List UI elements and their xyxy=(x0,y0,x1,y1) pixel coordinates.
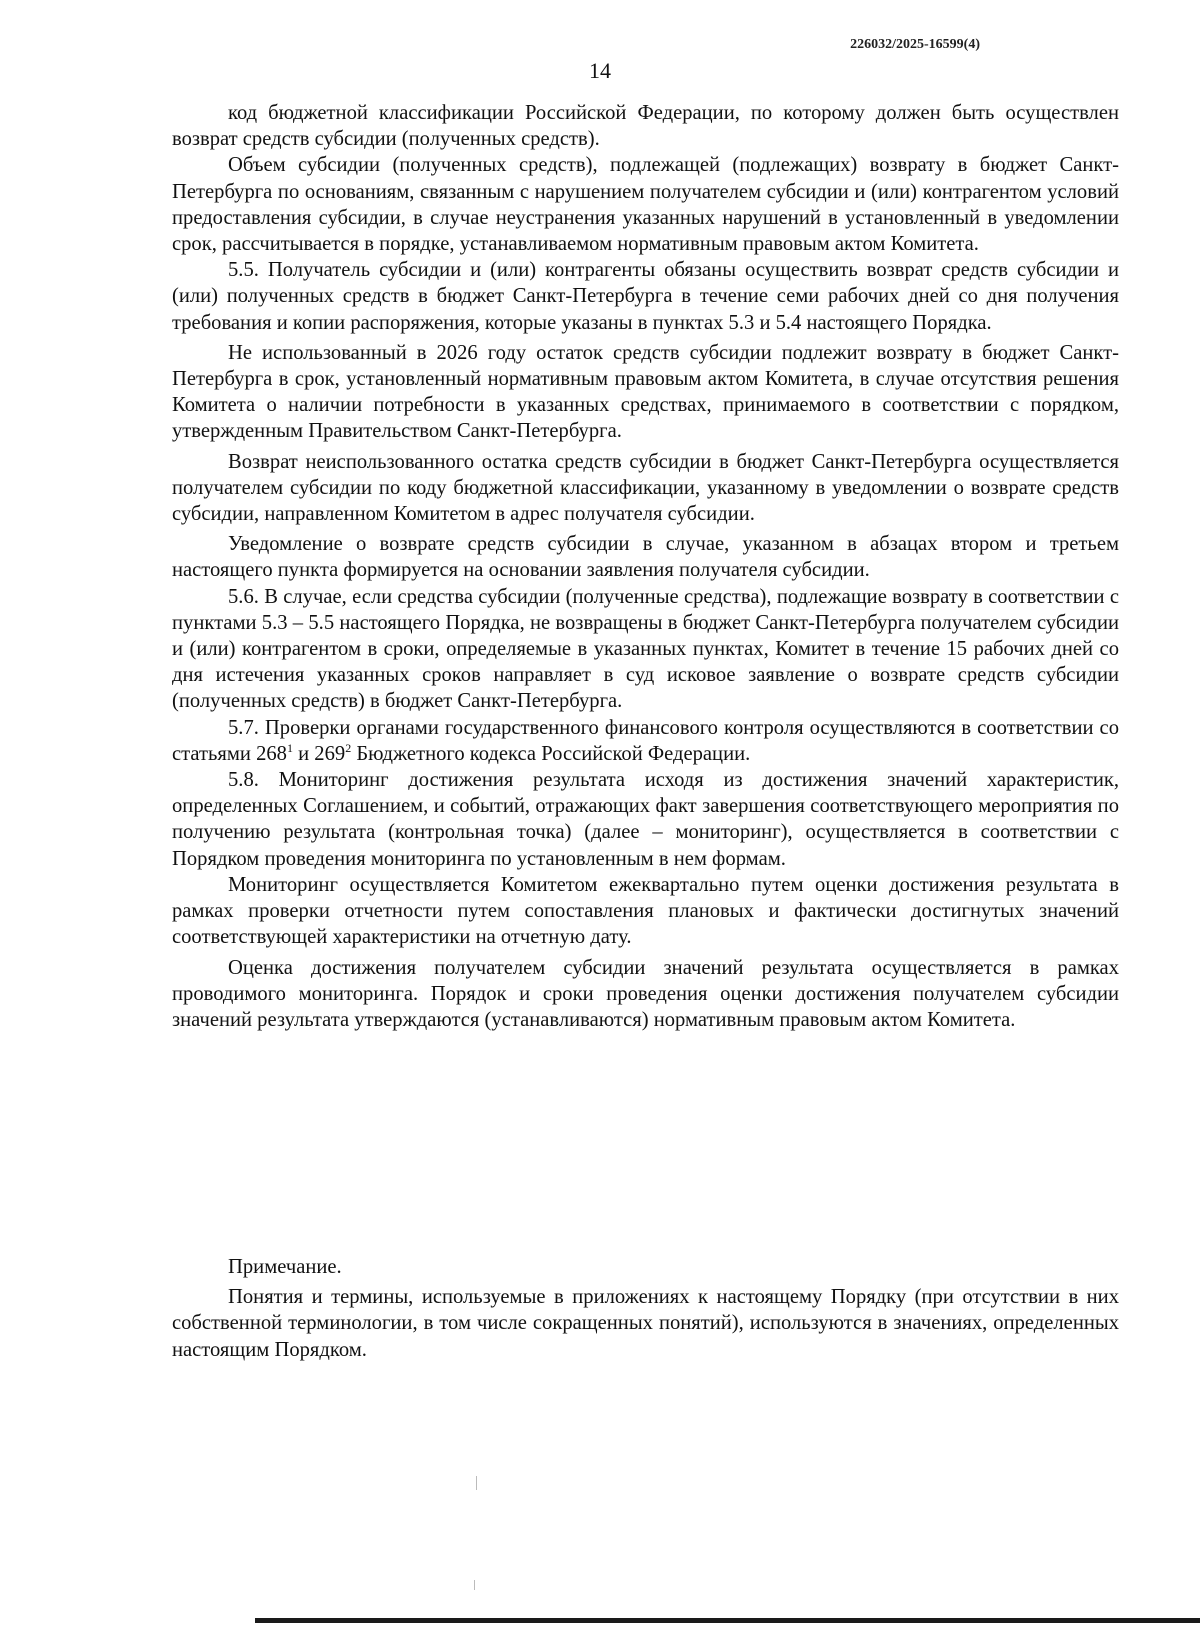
paragraph-return-procedure: Возврат неиспользованного остатка средств субсидии в бюджет Санкт-Петербурга осуществляется получателем субсидии по коду бюджетной классификации, указанному в уведомлении о возврате средств субсидии, направленном Комитетом в адрес получателя субсидии. xyxy=(172,450,1119,526)
paragraph-notification: Уведомление о возврате средств субсидии в случае, указанном в абзацах втором и третьем настоящего пункта формируется на основании заявления получателя субсидии. xyxy=(172,533,1119,582)
paragraph-evaluation: Оценка достижения получателем субсидии значений результата осуществляется в рамках проводимого мониторинга. Порядок и сроки проведения оценки достижения получателем субсидии значений результата утверждаются (устанавливаются) нормативным правовым актом Комитета. xyxy=(172,956,1119,1031)
scan-edge-bar xyxy=(255,1618,1200,1623)
paragraph-5-7-part-c: Бюджетного кодекса Российской Федерации. xyxy=(351,742,751,765)
superscript-1: 1 xyxy=(286,740,293,755)
document-body xyxy=(172,100,1119,1033)
paragraph-monitoring: Мониторинг осуществляется Комитетом ежеквартально путем оценки достижения результата в рамках проверки отчетности путем сопоставления плановых и фактически достигнутых значений соответствующей характеристики на отчетную дату. xyxy=(172,873,1119,949)
scan-speck xyxy=(476,1476,477,1490)
paragraph-5-6: 5.6. В случае, если средства субсидии (полученные средства), подлежащие возврату в соответствии с пунктами 5.3 – 5.5 настоящего Порядка, не возвращены в бюджет Санкт-Петербурга получателем субсидии и (или) контрагентом в сроки, определяемые в указанных пунктах, Комитет в течение 15 рабочих дней со дня истечения указанных сроков направляет в суд исковое заявление о возврате средств субсидии (полученных средств) в бюджет Санкт-Петербурга. xyxy=(172,585,1119,713)
note-text: Понятия и термины, используемые в приложениях к настоящему Порядку (при отсутствии в них собственной терминологии, в том числе сокращенных понятий), используются в значениях, определенных настоящим Порядком. xyxy=(172,1286,1119,1361)
paragraph-refund-volume: Объем субсидии (полученных средств), подлежащей (подлежащих) возврату в бюджет Санкт-Петербурга по основаниям, связанным с нарушением получателем субсидии и (или) контрагентом условий предоставления субсидии, в случае неустранения указанных нарушений в установленный в уведомлении срок, рассчитывается в порядке, устанавливаемом нормативным правовым актом Комитета. xyxy=(172,154,1119,256)
document-registration-number: 226032/2025-16599(4) xyxy=(850,37,980,52)
scan-speck xyxy=(474,1580,475,1590)
paragraph-5-7 xyxy=(172,715,1119,767)
paragraph-unused-balance: Не использованный в 2026 году остаток средств субсидии подлежит возврату в бюджет Санкт-Петербурга в срок, установленный нормативным правовым актом Комитета, в случае отсутствия решения Комитета о наличии потребности в указанных средствах, принимаемого в соответствии с порядком, утвержденным Правительством Санкт-Петербурга. xyxy=(172,341,1119,443)
superscript-2: 2 xyxy=(345,740,352,755)
note-title: Примечание. xyxy=(228,1256,342,1278)
paragraph-bcc-code: код бюджетной классификации Российской Федерации, по которому должен быть осуществлен возврат средств субсидии (полученных средств). xyxy=(172,102,1119,151)
page-number: 14 xyxy=(589,58,611,83)
paragraph-5-7-part-b: и 269 xyxy=(292,742,346,765)
paragraph-5-5: 5.5. Получатель субсидии и (или) контрагенты обязаны осуществить возврат средств субсидии и (или) полученных средств в бюджет Санкт-Петербурга в течение семи рабочих дней со дня получения требования и копии распоряжения, которые указаны в пунктах 5.3 и 5.4 настоящего Порядка. xyxy=(172,259,1119,334)
note-section xyxy=(172,1254,1119,1363)
paragraph-5-8: 5.8. Мониторинг достижения результата исходя из достижения значений характеристик, определенных Соглашением, и событий, отражающих факт завершения соответствующего мероприятия по получению результата (контрольная точка) (далее – мониторинг), осуществляется в соответствии с Порядком проведения мониторинга по установленным в нем формам. xyxy=(172,769,1119,870)
paragraph-5-7-part-a: 5.7. Проверки органами государственного финансового контроля осуществляются в соответствии со статьями 268 xyxy=(172,716,1119,765)
